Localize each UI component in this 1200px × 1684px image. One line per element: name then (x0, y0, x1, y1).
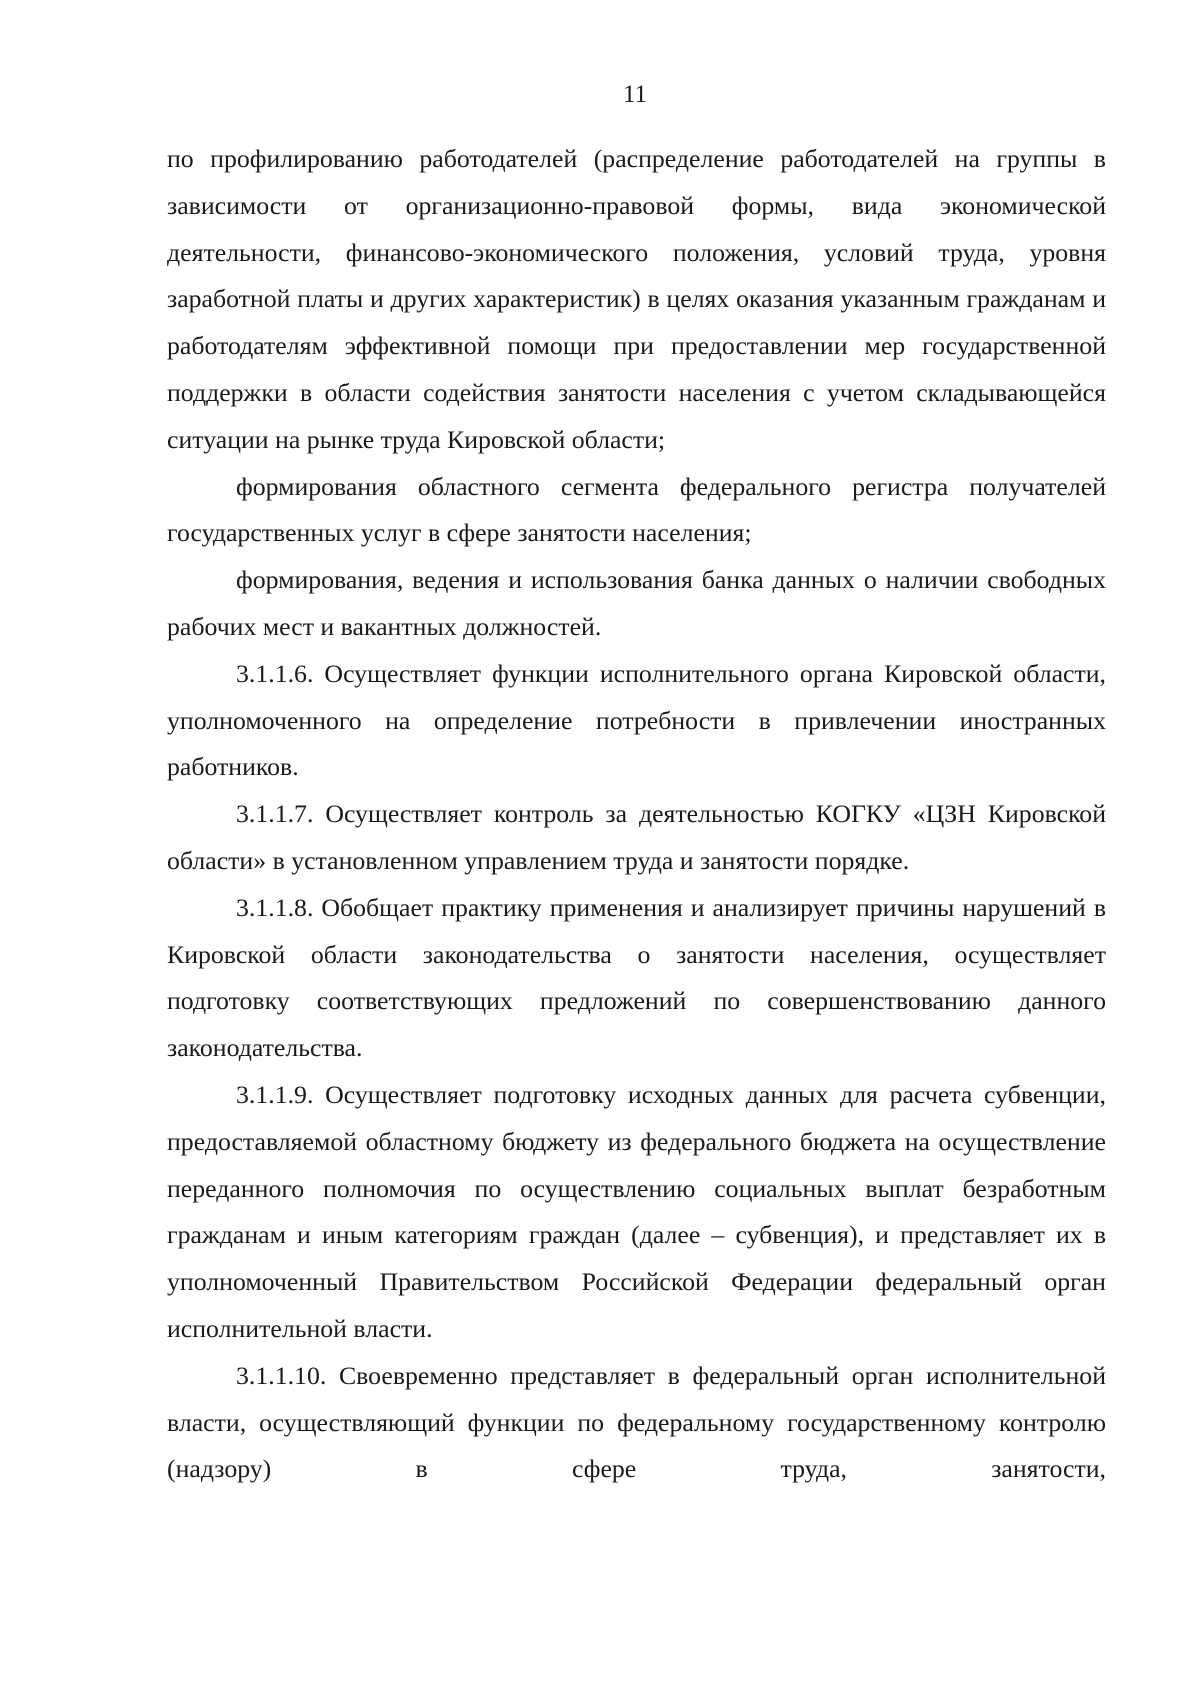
paragraph-register-segment: формирования областного сегмента федерального регистра получателей государственных услуг в сфере занятости населения; (167, 471, 1106, 548)
page-number: 11 (622, 81, 648, 108)
paragraph-3-1-1-6: 3.1.1.6. Осуществляет функции исполнительного органа Кировской области, уполномоченного на определение потребности в привлечении иностранных работников. (167, 658, 1106, 782)
paragraph-profiling-continuation: по профилированию работодателей (распределение работодателей на группы в зависимости от организационно-правовой формы, вида экономической деятельности, финансово-экономического положения, условий труда, уровня заработной платы и других характеристик) в целях оказания указанным гражданам и работодателям эффективной помощи при предоставлении мер государственной поддержки в области содействия занятости населения с учетом складывающейся ситуации на рынке труда Кировской области; (167, 144, 1106, 454)
paragraph-3-1-1-10: 3.1.1.10. Своевременно представляет в федеральный орган исполнительной власти, осуществляющий функции по федеральному государственному контролю (надзору) в сфере труда, занятости, (167, 1360, 1106, 1484)
document-body (167, 136, 1106, 1493)
paragraph-3-1-1-8: 3.1.1.8. Обобщает практику применения и анализирует причины нарушений в Кировской области законодательства о занятости населения, осуществляет подготовку соответствующих предложений по совершенствованию данного законодательства. (167, 892, 1106, 1063)
paragraph-3-1-1-9: 3.1.1.9. Осуществляет подготовку исходных данных для расчета субвенции, предоставляемой областному бюджету из федерального бюджета на осуществление переданного полномочия по осуществлению социальных выплат безработным гражданам и иным категориям граждан (далее – субвенция), и представляет их в уполномоченный Правительством Российской Федерации федеральный орган исполнительной власти. (167, 1079, 1106, 1343)
paragraph-vacancy-databank: формирования, ведения и использования банка данных о наличии свободных рабочих мест и вакантных должностей. (167, 565, 1106, 641)
paragraph-3-1-1-7: 3.1.1.7. Осуществляет контроль за деятельностью КОГКУ «ЦЗН Кировской области» в установленном управлением труда и занятости порядке. (167, 799, 1106, 875)
